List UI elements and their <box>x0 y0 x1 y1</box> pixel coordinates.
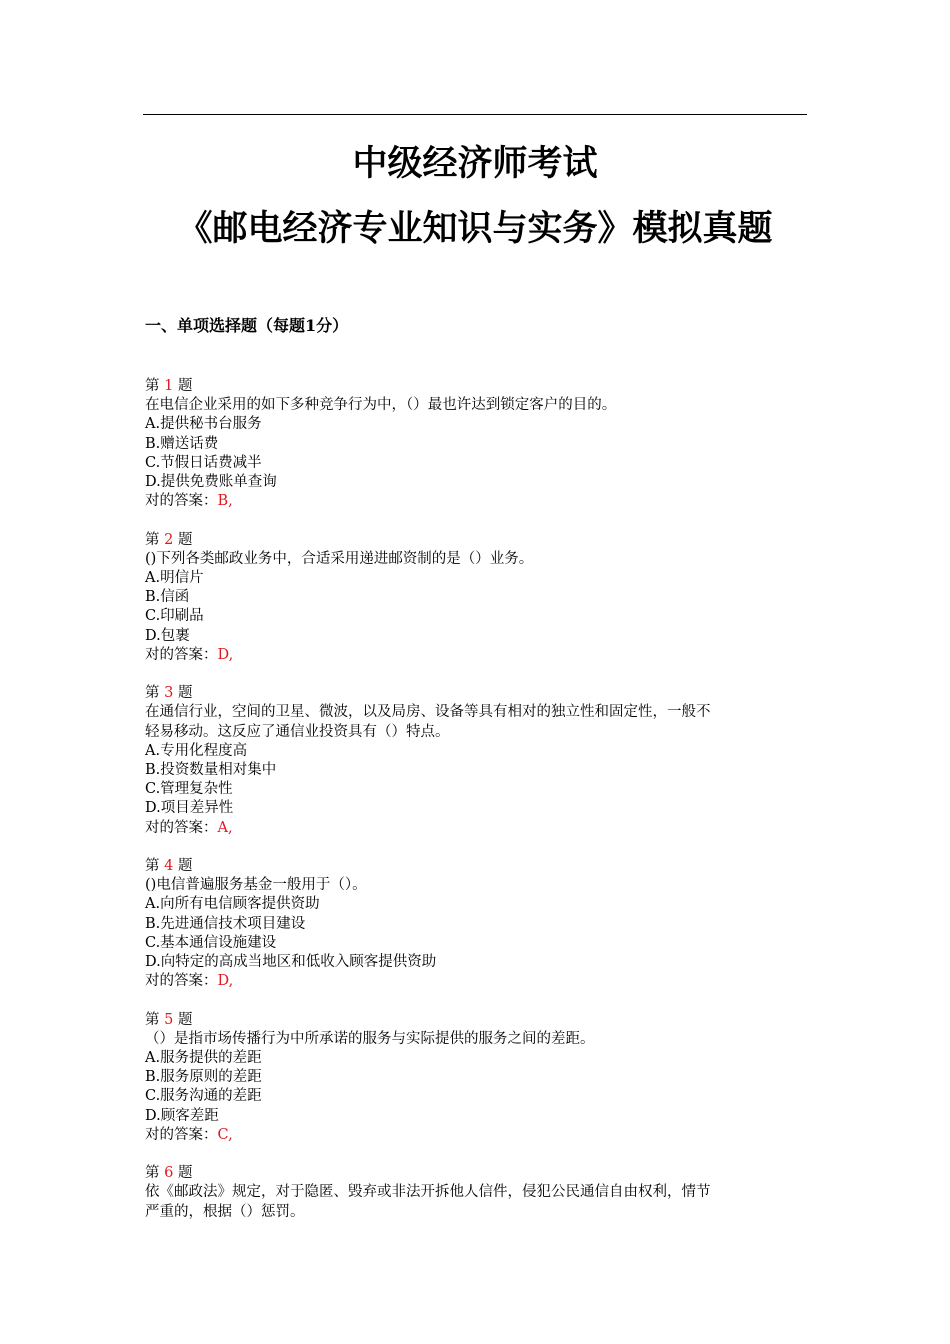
question-prefix: 第 <box>145 1011 160 1028</box>
question-number-line <box>145 1164 805 1183</box>
question-number: 5 <box>159 1011 178 1028</box>
answer-value: B, <box>217 493 233 510</box>
answer-option: C.印刷品 <box>145 608 204 625</box>
question-stem: ()下列各类邮政业务中，合适采用递进邮资制的是（）业务。 <box>145 550 534 567</box>
question-number-line <box>145 857 805 876</box>
question-number: 3 <box>159 685 178 702</box>
question-prefix: 第 <box>145 1165 160 1182</box>
answer-option: D.向特定的高成当地区和低收入顾客提供资助 <box>145 954 437 971</box>
question-stem: （）是指市场传播行为中所承诺的服务与实际提供的服务之间的差距。 <box>145 1030 595 1047</box>
document-subtitle: 《邮电经济专业知识与实务》模拟真题 <box>177 208 773 249</box>
answer-option: C.节假日话费减半 <box>145 454 262 471</box>
question-number: 6 <box>159 1165 178 1182</box>
answer-label: 对的答案： <box>145 973 218 990</box>
question-stem: 在电信企业采用的如下多种竞争行为中，（）最也许达到锁定客户的目的。 <box>145 397 617 414</box>
answer-option: C.基本通信设施建设 <box>145 934 277 951</box>
correct-answer-line <box>145 492 805 511</box>
question-number-line <box>145 531 805 550</box>
correct-answer-line <box>145 1126 805 1145</box>
answer-option: B.先进通信技术项目建设 <box>145 915 306 932</box>
question-block <box>145 1011 805 1145</box>
answer-option: A.明信片 <box>145 570 204 587</box>
answer-value: D, <box>217 646 234 663</box>
answer-option: A.专用化程度高 <box>145 742 248 759</box>
question-suffix: 题 <box>177 531 193 548</box>
answer-label: 对的答案： <box>145 646 218 663</box>
answer-option: A.提供秘书台服务 <box>145 416 262 433</box>
correct-answer-line <box>145 646 805 665</box>
correct-answer-line <box>145 972 805 991</box>
question-block <box>145 377 805 511</box>
question-prefix: 第 <box>145 685 160 702</box>
document-title: 中级经济师考试 <box>352 143 598 184</box>
correct-answer-line <box>145 819 805 838</box>
answer-option: D.顾客差距 <box>145 1107 219 1124</box>
answer-option: B.投资数量相对集中 <box>145 762 277 779</box>
question-number-line <box>145 377 805 396</box>
question-prefix: 第 <box>145 531 160 548</box>
answer-label: 对的答案： <box>145 1126 218 1143</box>
question-number-line <box>145 684 805 703</box>
question-block <box>145 1164 805 1222</box>
question-block <box>145 531 805 665</box>
question-number: 2 <box>159 531 178 548</box>
answer-option: A.服务提供的差距 <box>145 1050 262 1067</box>
answer-label: 对的答案： <box>145 819 218 836</box>
answer-value: A, <box>217 819 233 836</box>
question-suffix: 题 <box>177 858 193 875</box>
answer-option: A.向所有电信顾客提供资助 <box>145 896 320 913</box>
question-suffix: 题 <box>177 685 193 702</box>
question-stem: ()电信普遍服务基金一般用于（）。 <box>145 877 367 894</box>
question-number-line <box>145 1011 805 1030</box>
question-number: 1 <box>159 378 178 394</box>
answer-option: C.管理复杂性 <box>145 781 233 798</box>
question-suffix: 题 <box>177 1011 193 1028</box>
answer-option: B.服务原则的差距 <box>145 1069 262 1086</box>
answer-option: B.赠送话费 <box>145 435 219 452</box>
question-number: 4 <box>159 858 178 875</box>
question-prefix: 第 <box>145 378 160 394</box>
question-suffix: 题 <box>177 1165 193 1182</box>
answer-option: C.服务沟通的差距 <box>145 1088 262 1105</box>
answer-option: D.包裹 <box>145 627 190 644</box>
answer-label: 对的答案： <box>145 493 218 510</box>
question-stem: 依《邮政法》规定，对于隐匿、毁弃或非法开拆他人信件，侵犯公民通信自由权利，情节 <box>145 1184 711 1201</box>
section-heading: 一、单项选择题（每题1分） <box>145 316 349 335</box>
question-prefix: 第 <box>145 858 160 875</box>
question-stem: 严重的，根据（）惩罚。 <box>145 1203 305 1220</box>
question-stem: 在通信行业，空间的卫星、微波，以及局房、设备等具有相对的独立性和固定性，一般不 <box>145 704 711 721</box>
header-rule <box>143 114 807 115</box>
question-list <box>145 377 805 1241</box>
question-stem: 轻易移动。这反应了通信业投资具有（）特点。 <box>145 723 450 740</box>
question-suffix: 题 <box>177 378 193 394</box>
question-block <box>145 684 805 838</box>
answer-value: C, <box>217 1126 233 1143</box>
answer-option: D.提供免费账单查询 <box>145 474 277 491</box>
answer-option: D.项目差异性 <box>145 800 234 817</box>
answer-value: D, <box>217 973 234 990</box>
question-block <box>145 857 805 991</box>
answer-option: B.信函 <box>145 589 190 606</box>
